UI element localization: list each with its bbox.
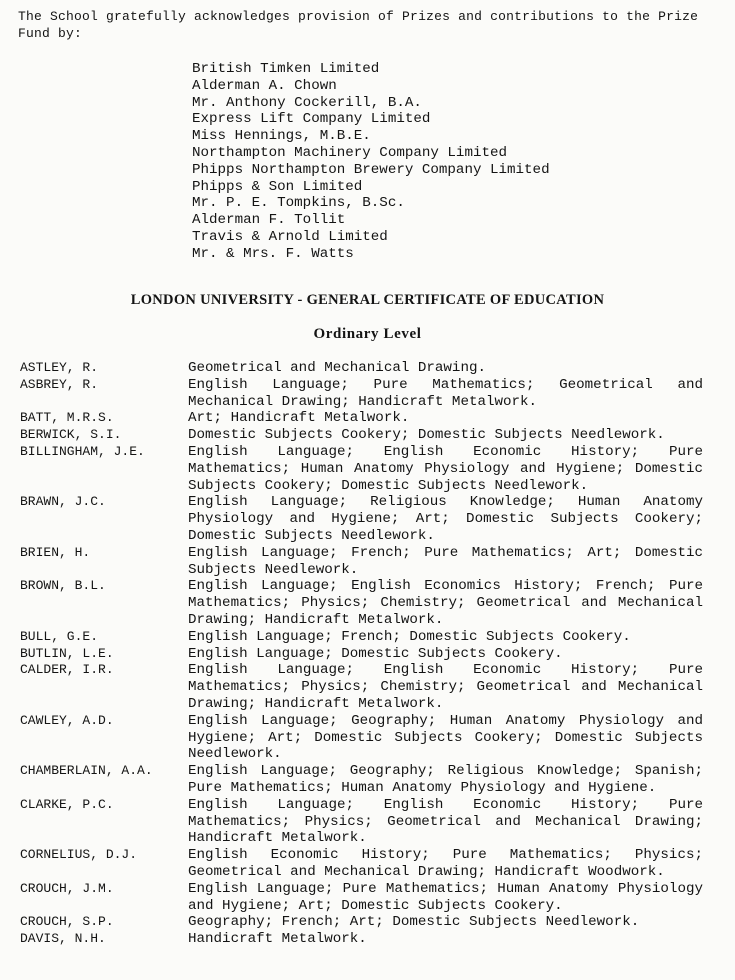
results-list <box>0 360 735 948</box>
acknowledgement-text: The School gratefully acknowledges provision of Prizes and contributions to the Prize Fund by: <box>18 9 699 41</box>
candidate-name: BUTLIN, L.E. <box>20 645 114 661</box>
candidate-name: BATT, M.R.S. <box>20 410 114 426</box>
result-row <box>0 578 735 628</box>
candidate-subjects: English Language; French; Domestic Subjects Cookery. <box>188 628 631 645</box>
section-subheading: Ordinary Level <box>313 326 422 342</box>
contributor: Express Lift Company Limited <box>192 111 431 128</box>
candidate-name: CHAMBERLAIN, A.A. <box>20 763 153 779</box>
result-row <box>0 763 735 797</box>
candidate-subjects: English Language; Geography; Human Anatomy Physiology and Hygiene; Art; Domestic Subjects Cookery; Domestic Subjects Needlework. <box>188 712 703 763</box>
result-row <box>0 662 735 712</box>
contributor: British Timken Limited <box>192 61 380 77</box>
candidate-name: CROUCH, S.P. <box>20 914 114 930</box>
candidate-name: CALDER, I.R. <box>20 662 114 678</box>
contributor: Travis & Arnold Limited <box>192 228 388 245</box>
result-row <box>0 797 735 847</box>
result-row <box>0 629 735 646</box>
candidate-name: BROWN, B.L. <box>20 578 106 594</box>
candidate-subjects: English Language; English Economic History; Pure Mathematics; Human Anatomy Physiology and Hygiene; Domestic Subjects Cookery; Domestic Subjects Needlework. <box>188 443 703 494</box>
result-row <box>0 847 735 881</box>
section-heading: LONDON UNIVERSITY - GENERAL CERTIFICATE OF EDUCATION <box>130 292 605 308</box>
candidate-name: BRAWN, J.C. <box>20 494 106 510</box>
candidate-subjects: English Language; Geography; Religious Knowledge; Spanish; Pure Mathematics; Human Anatomy Physiology and Hygiene. <box>188 763 703 796</box>
contributor: Mr. & Mrs. F. Watts <box>192 245 354 262</box>
candidate-subjects: Art; Handicraft Metalwork. <box>188 410 410 427</box>
candidate-subjects: English Language; Religious Knowledge; Human Anatomy Physiology and Hygiene; Art; Domestic Subjects Cookery; Domestic Subjects Needlework. <box>188 494 703 544</box>
candidate-subjects: English Language; English Economic History; Pure Mathematics; Physics; Chemistry; Geometrical and Mechanical Drawing; Handicraft Metalwork. <box>188 662 703 712</box>
candidate-subjects: English Language; Domestic Subjects Cookery. <box>188 645 563 662</box>
result-row <box>0 360 735 377</box>
result-row <box>0 427 735 444</box>
contributor: Phipps Northampton Brewery Company Limited <box>192 161 550 178</box>
candidate-subjects: English Language; Pure Mathematics; Human Anatomy Physiology and Hygiene; Art; Domestic Subjects Cookery. <box>188 880 703 914</box>
result-row <box>0 646 735 663</box>
candidate-subjects: English Language; English Economics History; French; Pure Mathematics; Physics; Chemistry; Geometrical and Mechanical Drawing; Handicraft Metalwork. <box>188 578 703 628</box>
candidate-name: CLARKE, P.C. <box>20 796 114 812</box>
candidate-name: ASBREY, R. <box>20 376 99 392</box>
candidate-name: ASTLEY, R. <box>20 360 99 375</box>
result-row <box>0 713 735 763</box>
candidate-subjects: Geometrical and Mechanical Drawing. <box>188 360 486 376</box>
contributor: Mr. Anthony Cockerill, B.A. <box>192 94 422 111</box>
candidate-name: CAWLEY, A.D. <box>20 712 114 728</box>
contributor: Miss Hennings, M.B.E. <box>192 128 371 145</box>
candidate-subjects: English Language; French; Pure Mathematics; Art; Domestic Subjects Needlework. <box>188 544 703 578</box>
contributor-list <box>192 61 550 263</box>
result-row <box>0 410 735 427</box>
contributor: Phipps & Son Limited <box>192 178 363 195</box>
candidate-name: BILLINGHAM, J.E. <box>20 443 145 459</box>
result-row <box>0 881 735 915</box>
candidate-subjects: English Language; Pure Mathematics; Geometrical and Mechanical Drawing; Handicraft Metalwork. <box>188 376 703 410</box>
result-row <box>0 444 735 494</box>
result-row <box>0 494 735 544</box>
result-row <box>0 545 735 579</box>
candidate-name: CORNELIUS, D.J. <box>20 847 138 863</box>
candidate-subjects: English Language; English Economic History; Pure Mathematics; Physics; Geometrical and Mechanical Drawing; Handicraft Metalwork. <box>188 796 703 847</box>
result-row <box>0 931 735 948</box>
candidate-name: DAVIS, N.H. <box>20 931 106 947</box>
contributor: Northampton Machinery Company Limited <box>192 144 508 161</box>
candidate-subjects: Geography; French; Art; Domestic Subjects Needlework. <box>188 914 640 931</box>
candidate-name: BERWICK, S.I. <box>20 427 122 443</box>
candidate-name: CROUCH, J.M. <box>20 880 114 896</box>
contributor: Mr. P. E. Tompkins, B.Sc. <box>192 195 405 212</box>
candidate-subjects: English Economic History; Pure Mathematics; Physics; Geometrical and Mechanical Drawing; Handicraft Woodwork. <box>188 847 703 880</box>
result-row <box>0 914 735 931</box>
contributor: Alderman F. Tollit <box>192 212 346 229</box>
candidate-name: BULL, G.E. <box>20 628 99 644</box>
result-row <box>0 377 735 411</box>
candidate-name: BRIEN, H. <box>20 544 91 560</box>
contributor: Alderman A. Chown <box>192 77 337 94</box>
candidate-subjects: Domestic Subjects Cookery; Domestic Subjects Needlework. <box>188 427 665 444</box>
candidate-subjects: Handicraft Metalwork. <box>188 931 367 948</box>
